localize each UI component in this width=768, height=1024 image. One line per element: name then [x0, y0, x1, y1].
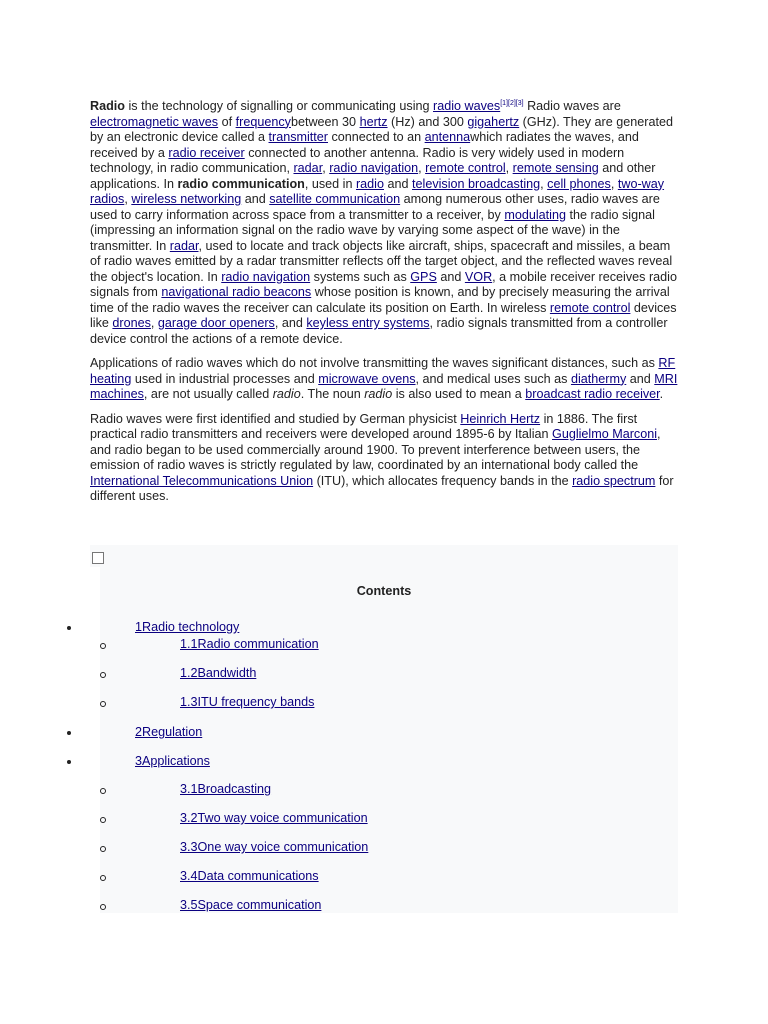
link-radio-waves[interactable]: radio waves [433, 99, 501, 113]
link-remote-control[interactable]: remote control [425, 161, 506, 175]
link-rf-heating[interactable]: RF heating [90, 356, 676, 386]
text: , used to locate and track objects like aircraft, ships, spacecraft and missiles, a beam of radio waves emitted by a radar transmitter reflects off the target object, and the reflected waves reveal the object's location. In [90, 238, 673, 284]
toc-item-3-3[interactable] [180, 839, 368, 855]
link-mri-machines[interactable]: MRI machines [90, 371, 678, 401]
text: devices like [90, 300, 677, 330]
toc-item-3[interactable] [135, 753, 210, 769]
toc-number: 3.4 [180, 869, 198, 883]
toc-item-2[interactable] [135, 724, 202, 740]
link-antenna[interactable]: antenna [424, 130, 471, 144]
text: , [418, 161, 426, 175]
text: in 1886. The first practical radio transmitters and receivers were developed around 1895-6 by Italian [90, 411, 638, 441]
link-cell-phones[interactable]: cell phones [547, 176, 611, 191]
text: Radio waves are [523, 99, 621, 113]
toc-item-1-3[interactable] [180, 694, 314, 710]
toc-label: Space communication [197, 898, 322, 912]
text: connected to an [328, 130, 425, 144]
link-radar[interactable]: radar [169, 238, 199, 253]
link-electromagnetic-waves[interactable]: electromagnetic waves [90, 114, 219, 129]
link-remote-sensing[interactable]: remote sensing [512, 161, 599, 175]
toc-label: Radio technology [142, 620, 240, 634]
link-two-way-radios[interactable]: two-way radios [90, 176, 665, 206]
text: , [505, 161, 513, 175]
toc-number: 1.2 [180, 666, 198, 680]
toc-item-3-1[interactable] [180, 781, 271, 797]
bullet-circle [100, 672, 106, 678]
link-television-broadcasting[interactable]: television broadcasting [412, 176, 541, 191]
paragraph-history [90, 412, 680, 505]
toc-number: 1 [135, 620, 143, 634]
text: , radio signals transmitted from a controller device control the actions of a remote device. [90, 316, 668, 346]
link-modulating[interactable]: modulating [504, 207, 566, 222]
bullet-circle [100, 817, 106, 823]
bold-term: Radio [90, 99, 125, 113]
link-gigahertz[interactable]: gigahertz [467, 114, 520, 129]
text: , [540, 176, 548, 191]
link-wireless-networking[interactable]: wireless networking [131, 192, 242, 206]
text: (ITU), which allocates frequency bands in the [313, 473, 573, 488]
text: , [124, 192, 132, 206]
toc-label: Bandwidth [197, 666, 257, 680]
text: between 30 [290, 114, 360, 129]
toc-number: 2 [135, 725, 143, 739]
link-radio-navigation[interactable]: radio navigation [221, 269, 311, 284]
text: of [218, 114, 236, 129]
toc-toggle-checkbox[interactable] [92, 552, 104, 564]
toc-number: 3.1 [180, 782, 198, 796]
text: , used in [304, 176, 356, 191]
link-remote-control[interactable]: remote control [549, 300, 631, 315]
link-frequency[interactable]: frequency [235, 114, 291, 129]
link-heinrich-hertz[interactable]: Heinrich Hertz [460, 411, 541, 426]
link-keyless-entry-systems[interactable]: keyless entry systems [306, 316, 430, 330]
text: for different uses. [90, 473, 674, 503]
text: used in industrial processes and [131, 371, 319, 386]
paragraph-applications [90, 356, 680, 403]
link-diathermy[interactable]: diathermy [570, 371, 627, 386]
text: . [659, 387, 664, 401]
link-navigational-radio-beacons[interactable]: navigational radio beacons [161, 285, 312, 299]
link-microwave-ovens[interactable]: microwave ovens [318, 371, 416, 386]
text: whose position is known, and by precisely measuring the arrival time of the radio waves the receiver can calculate its position on Earth. In wireless [90, 285, 670, 315]
text: and [241, 192, 270, 206]
text: among numerous other uses, radio waves are used to carry information across space from a transmitter to a receiver, by [90, 192, 660, 222]
link-transmitter[interactable]: transmitter [268, 130, 328, 144]
toc-item-3-4[interactable] [180, 868, 319, 884]
link-drones[interactable]: drones [112, 316, 151, 330]
link-garage-door-openers[interactable]: garage door openers [157, 316, 275, 330]
toc-number: 3.3 [180, 840, 198, 854]
toc-label: Regulation [142, 725, 203, 739]
text: and [436, 269, 465, 284]
text: Radio waves were first identified and studied by German physicist [90, 411, 461, 426]
text: . The noun [300, 387, 365, 401]
bullet-disc [67, 760, 71, 764]
italic-term: radio [272, 387, 301, 401]
bullet-circle [100, 875, 106, 881]
bold-term: radio communication [177, 176, 305, 191]
link-radio[interactable]: radio [355, 176, 384, 191]
text: (GHz). They are generated by an electronic device called a [90, 114, 673, 144]
text: , are not usually called [143, 387, 273, 401]
link-radio-navigation[interactable]: radio navigation [329, 161, 419, 175]
text: , [322, 161, 330, 175]
link-vor[interactable]: VOR [464, 269, 493, 284]
article-body [90, 99, 680, 514]
toc-number: 3.5 [180, 898, 198, 912]
text: is also used to mean a [392, 387, 526, 401]
toc-item-1-2[interactable] [180, 665, 256, 681]
italic-term: radio [364, 387, 393, 401]
bullet-circle [100, 701, 106, 707]
toc-title: Contents [356, 584, 412, 598]
link-radio-receiver[interactable]: radio receiver [168, 145, 245, 160]
text: and [384, 176, 413, 191]
text: the radio signal (impressing an information signal on the radio wave by varying some aspect of the wave) in the transmitter. In [90, 207, 655, 253]
bullet-circle [100, 846, 106, 852]
toc-label: ITU frequency bands [197, 695, 315, 709]
text: , and medical uses such as [415, 371, 571, 386]
paragraph-intro [90, 99, 680, 347]
text: , and [274, 316, 307, 330]
bullet-circle [100, 643, 106, 649]
bullet-circle [100, 904, 106, 910]
link-radio-spectrum[interactable]: radio spectrum [572, 473, 656, 488]
toc-item-3-2[interactable] [180, 810, 368, 826]
text: , and radio began to be used commercially around 1900. To prevent interference between users, the emission of radio waves is strictly regulated by law, coordinated by an international body called the [90, 427, 661, 472]
text: , [610, 176, 618, 191]
toc-item-3-5[interactable] [180, 897, 321, 913]
text: connected to another antenna. Radio is very widely used in modern technology, in radio communication, [90, 145, 625, 175]
toc-label: Radio communication [197, 637, 319, 651]
text: , a mobile receiver receives radio signals from [90, 269, 677, 299]
link-satellite-communication[interactable]: satellite communication [269, 192, 401, 206]
text: Applications of radio waves which do not involve transmitting the waves significant distances, such as [90, 356, 659, 370]
text: systems such as [310, 269, 411, 284]
toc-number: 3 [135, 754, 143, 768]
toc-label: Data communications [197, 869, 319, 883]
toc-label: Applications [142, 754, 210, 768]
toc-label: Broadcasting [197, 782, 272, 796]
link-guglielmo-marconi[interactable]: Guglielmo Marconi [552, 427, 658, 441]
bullet-disc [67, 626, 71, 630]
toc-label: Two way voice communication [197, 811, 368, 825]
toc-gutter [90, 567, 100, 913]
bullet-circle [100, 788, 106, 794]
link-gps[interactable]: GPS [410, 269, 437, 284]
bullet-disc [67, 731, 71, 735]
reference-marker[interactable]: [1][2][3] [500, 99, 524, 107]
text: which radiates the waves, and received by a [90, 130, 639, 160]
toc-number: 1.3 [180, 695, 198, 709]
link-itu[interactable]: International Telecommunications Union [90, 473, 314, 488]
text: (Hz) and 300 [387, 114, 468, 129]
toc-item-1[interactable] [135, 619, 239, 635]
text: is the technology of signalling or communicating using [124, 99, 434, 113]
text: , [150, 316, 158, 330]
toc-label: One way voice communication [197, 840, 369, 854]
text: and [626, 371, 655, 386]
link-hertz[interactable]: hertz [359, 114, 388, 129]
text: and other applications. In [90, 161, 656, 191]
toc-number: 3.2 [180, 811, 198, 825]
link-broadcast-radio-receiver[interactable]: broadcast radio receiver [525, 387, 660, 401]
toc-item-1-1[interactable] [180, 636, 319, 652]
toc-number: 1.1 [180, 637, 198, 651]
link-radar[interactable]: radar [293, 161, 323, 175]
